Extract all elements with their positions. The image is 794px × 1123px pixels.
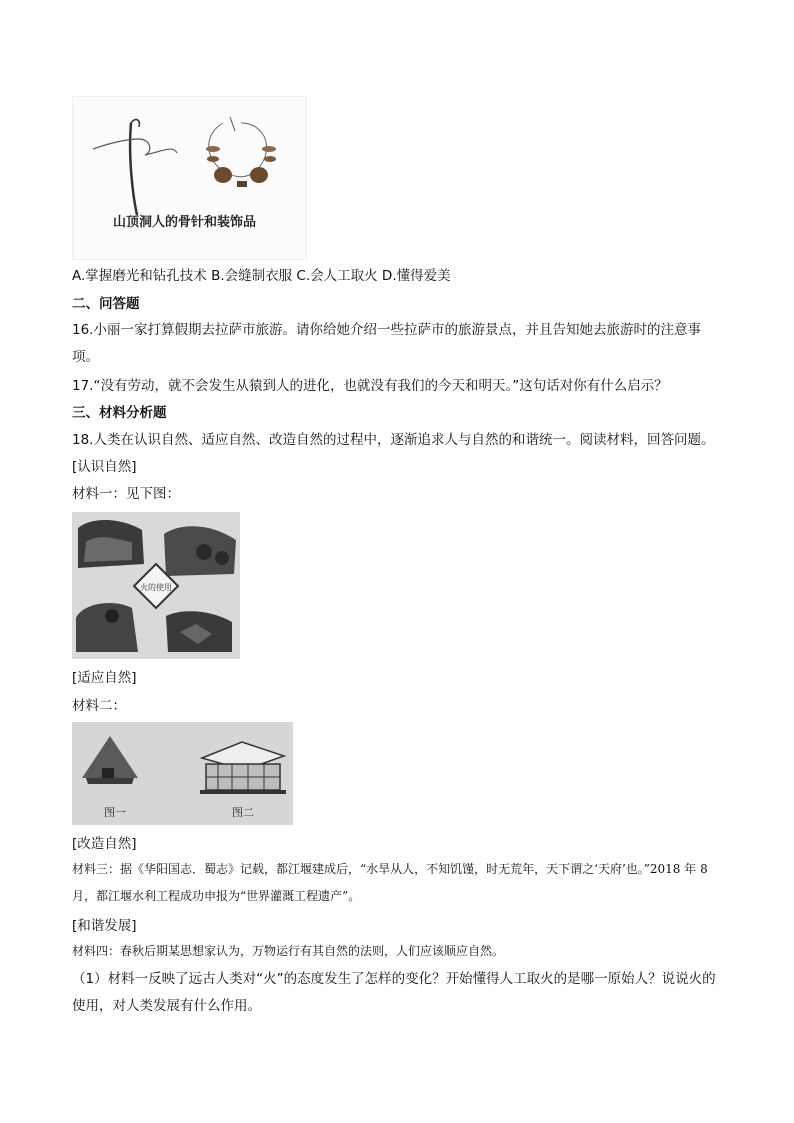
fire-use-illustration: [72, 512, 240, 659]
material4-text: 材料四：春秋后期某思想家认为，万物运行有其自然的法则，人们应该顺应自然。: [72, 944, 505, 958]
label-adapt-nature: [适应自然]: [72, 670, 137, 686]
question-17: 17.“没有劳动，就不会发生从猿到人的进化，也就没有我们的今天和明天。”这句话对你有什么启示？: [72, 378, 668, 394]
dwellings-figure: [72, 722, 293, 825]
label-know-nature: [认识自然]: [72, 459, 137, 475]
section2-title: 二、问答题: [72, 296, 140, 312]
figure1-caption: 山顶洞人的骨针和装饰品: [113, 215, 257, 230]
question-16: 16.小丽一家打算假期去拉萨市旅游。请你给她介绍一些拉萨市的旅游景点，并且告知她去旅游时的注意事项。: [72, 322, 701, 365]
fire-use-center-text: 火的使用: [140, 583, 172, 592]
question-18-intro: 18.人类在认识自然、适应自然、改造自然的过程中，逐渐追求人与自然的和谐统一。阅读材料，回答问题。: [72, 432, 715, 448]
label-harmony: [和谐发展]: [72, 918, 137, 934]
section3-title: 三、材料分析题: [72, 405, 167, 421]
bone-needle-figure: [72, 96, 307, 260]
bone-needle-illustration: [73, 97, 306, 259]
dwelling-caption-right: 图二: [232, 806, 254, 819]
fire-use-figure: [72, 512, 240, 659]
material2-label: 材料二：: [72, 698, 126, 714]
dwelling-caption-left: 图一: [104, 806, 126, 819]
question-18-1: （1）材料一反映了远古人类对“火”的态度发生了怎样的变化？开始懂得人工取火的是哪一原始人？说说火的使用，对人类发展有什么作用。: [72, 971, 716, 1014]
material3-text: 材料三：据《华阳国志．蜀志》记载，都江堰建成后，“水旱从人，不知饥馑，时无荒年，天下谓之‘天府’也。”2018 年 8 月，都江堰水利工程成功申报为“世界灌溉工程遗产”。: [72, 862, 708, 903]
material1-label: 材料一：见下图：: [72, 486, 180, 502]
label-transform-nature: [改造自然]: [72, 836, 137, 852]
q15-options: A.掌握磨光和钻孔技术 B.会缝制衣服 C.会人工取火 D.懂得爱美: [72, 268, 451, 284]
